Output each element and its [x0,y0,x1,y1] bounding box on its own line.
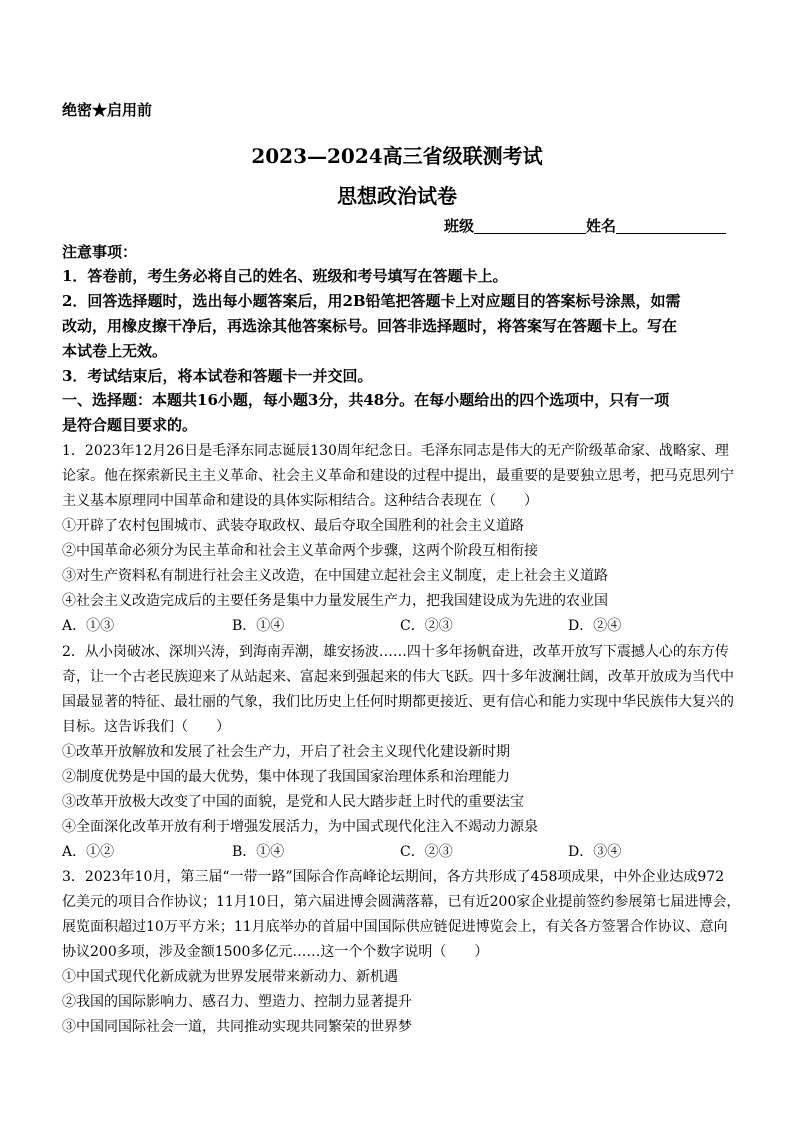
exam-title: 2023—2024高三省级联测考试 [251,144,543,168]
notice-item-2: 2．回答选择题时，选出每小题答案后，用2B铅笔把答题卡上对应题目的答案标号涂黑，如需 [62,292,681,310]
question-stem-line: 论家。他在探索新民主主义革命、社会主义革命和建设的过程中提出，最重要的是要独立思考，把马克思列宁 [62,468,734,484]
choice-a: A．①② [62,844,115,860]
notice-heading: 注意事项： [62,243,138,261]
statement-option: ④全面深化改革开放有利于增强发展活力，为中国式现代化注入不竭动力源泉 [62,819,538,835]
class-blank [474,217,586,234]
class-label: 班级 [444,217,475,235]
choice-d: D．③④ [568,844,622,860]
subject-title: 思想政治试卷 [337,184,457,208]
statement-option: ①开辟了农村包围城市、武装夺取政权、最后夺取全国胜利的社会主义道路 [62,518,524,534]
statement-option: ③对生产资料私有制进行社会主义改造，在中国建立起社会主义制度，走上社会主义道路 [62,568,608,584]
statement-option: ②制度优势是中国的最大优势，集中体现了我国国家治理体系和治理能力 [62,769,510,785]
choice-d: D．②④ [568,618,622,634]
statement-option: ①改革开放解放和发展了社会生产力，开启了社会主义现代化建设新时期 [62,744,510,760]
question-stem-line: 国最显著的特征、最壮丽的气象，我们比历史上任何时期都更接近、更有信心和能力实现中华民族伟大复兴的 [62,694,734,710]
choice-a: A．①③ [62,618,115,634]
class-name-line [444,215,726,236]
question-stem-line: 亿美元的项目合作协议；11月10日，第六届进博会圆满落幕，已有近200家企业提前签约参展第七届进博会， [62,894,741,910]
statement-option: ④社会主义改造完成后的主要任务是集中力量发展生产力，把我国建设成为先进的农业国 [62,593,608,609]
question-stem-line: 协议200多项，涉及金额1500多亿元……这一个个数字说明（ ） [62,944,489,960]
question-stem-line: 1．2023年12月26日是毛泽东同志诞辰130周年纪念日。毛泽东同志是伟大的无产阶级革命家、战略家、理 [62,443,729,459]
name-blank [616,217,726,234]
choice-b: B．①④ [232,844,285,860]
question-stem-line: 2．从小岗破冰、深圳兴涛，到海南弄潮，雄安扬波……四十多年扬帆奋进，改革开放写下震撼人心的东方传 [62,644,729,660]
statement-option: ③中国同国际社会一道，共同推动实现共同繁荣的世界梦 [62,1019,412,1035]
name-label: 姓名 [586,217,617,235]
notice-item-3: 3．考试结束后，将本试卷和答题卡一并交回。 [62,367,373,385]
statement-option: ②我国的国际影响力、感召力、塑造力、控制力显著提升 [62,994,412,1010]
question-stem-line: 展览面积超过10万平方米；11月底举办的首届中国国际供应链促进博览会上，有关各方签署合作协议、意向 [62,919,728,935]
choice-b: B．①④ [232,618,285,634]
question-stem-line: 奇，让一个古老民族迎来了从站起来、富起来到强起来的伟大飞跃。四十多年波澜壮阔，改革开放成为当代中 [62,669,734,685]
notice-item-2-cont: 改动，用橡皮擦干净后，再选涂其他答案标号。回答非选择题时，将答案写在答题卡上。写在 [62,317,678,335]
question-stem-line: 目标。这告诉我们（ ） [62,719,230,735]
section-heading-cont: 是符合题目要求的。 [62,416,198,434]
choice-c: C．②③ [400,618,453,634]
question-stem-line: 主义基本原理同中国革命和建设的具体实际相结合。这种结合表现在（ ） [62,493,538,509]
confidential-label: 绝密★启用前 [62,101,153,119]
choice-c: C．②③ [400,844,453,860]
statement-option: ①中国式现代化新成就为世界发展带来新动力、新机遇 [62,969,398,985]
statement-option: ③改革开放极大改变了中国的面貌，是党和人民大踏步赶上时代的重要法宝 [62,794,524,810]
section-heading: 一、选择题：本题共16小题，每小题3分，共48分。在每小题给出的四个选项中，只有一项 [62,391,670,409]
notice-item-1: 1．答卷前，考生务必将自己的姓名、班级和考号填写在答题卡上。 [62,267,508,285]
statement-option: ②中国革命必须分为民主革命和社会主义革命两个步骤，这两个阶段互相衔接 [62,543,538,559]
notice-item-2-cont: 本试卷上无效。 [62,342,168,360]
question-stem-line: 3．2023年10月，第三届“一带一路”国际合作高峰论坛期间，各方共形成了458项成果，中外企业达成972 [62,869,725,885]
